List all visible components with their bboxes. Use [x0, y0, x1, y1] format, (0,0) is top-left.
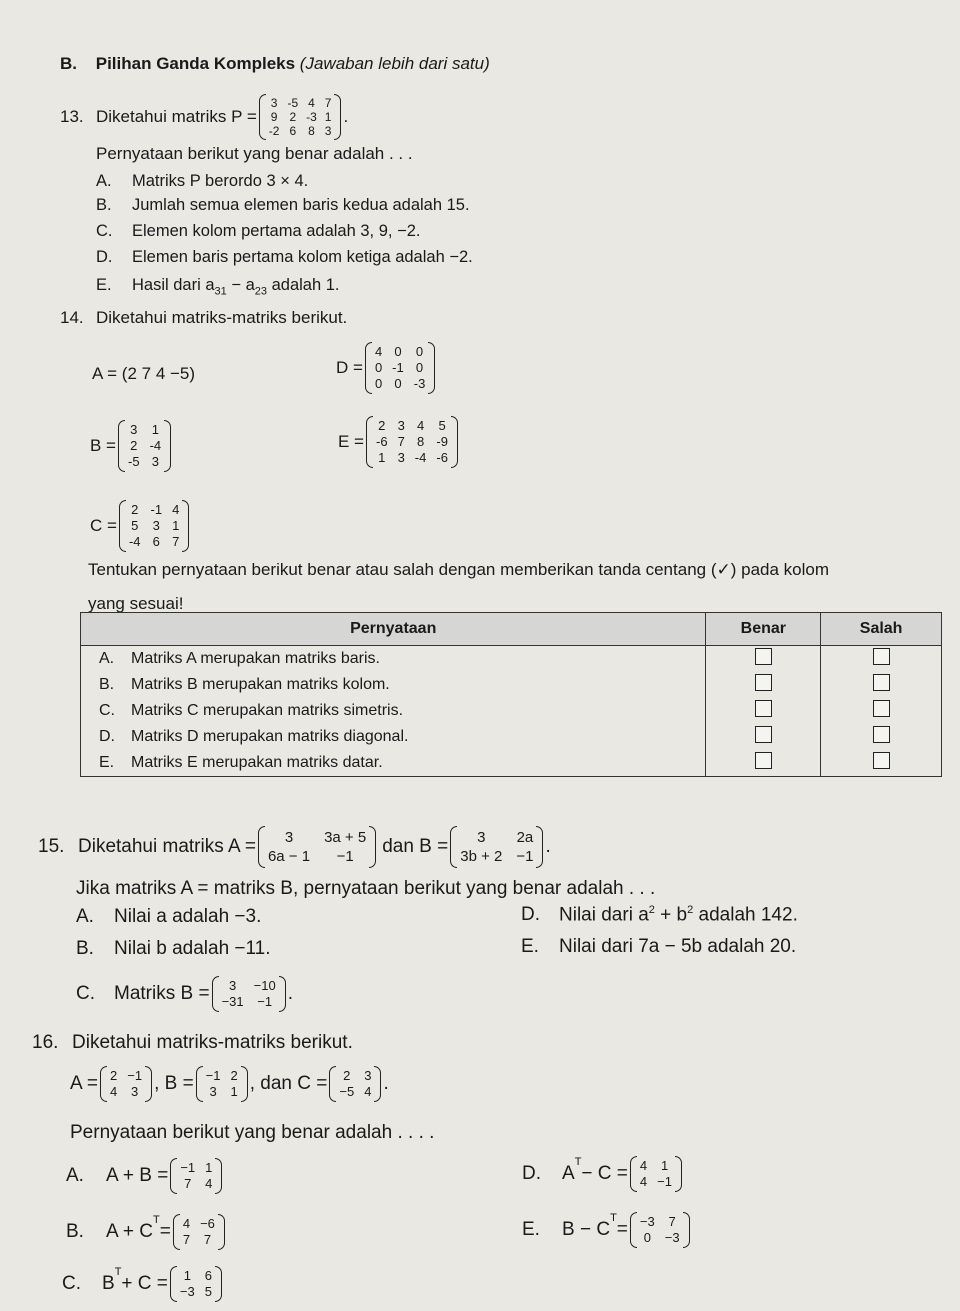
q15-matrix-A [258, 826, 376, 868]
matrix-cell: 3 [364, 1068, 372, 1083]
matrix-cell: 3 [152, 518, 160, 533]
matrix-cell: −1 [516, 848, 534, 865]
q15-option-c[interactable]: C. Matriks B = 3 −10 −31 −1 . [76, 976, 293, 1012]
matrix-cell: 4 [110, 1084, 118, 1099]
matrix-A-def: A = (2 7 4 −5) [92, 364, 196, 383]
q16-matrix-A [100, 1066, 152, 1102]
table-header [81, 613, 942, 646]
matrix-cell: −6 [200, 1216, 215, 1231]
matrix-C [119, 500, 189, 552]
matrix-cell: 7 [397, 434, 405, 449]
matrix-cell: 6a − 1 [267, 848, 311, 865]
q16-option-a[interactable]: A. A + B = −1 1 7 4 [66, 1158, 224, 1194]
matrix-cell: 7 [324, 96, 332, 110]
matrix-cell: −1 [257, 994, 273, 1009]
matrix-cell: -3 [306, 110, 317, 124]
matrix-cell: 4 [172, 502, 180, 517]
matrix-cell: 7 [182, 1232, 191, 1247]
checkbox-true-b[interactable] [755, 674, 772, 691]
matrix-cell: 3 [397, 450, 405, 465]
matrix-cell: 9 [270, 110, 278, 124]
matrix-cell: −1 [180, 1160, 196, 1175]
matrix-cell: 1 [151, 422, 159, 437]
matrix-cell: 3 [397, 418, 405, 433]
section-header [60, 54, 490, 74]
matrix-cell: -9 [436, 434, 448, 449]
matrix-cell: 3 [228, 978, 237, 993]
section-subtitle: (Jawaban lebih dari satu) [299, 54, 490, 73]
matrix-cell: 1 [183, 1268, 191, 1283]
q13-intro: Diketahui matriks P = [96, 107, 257, 126]
q16-matrix-B [196, 1066, 248, 1102]
matrix-cell: 4 [416, 418, 425, 433]
q16-option-a-matrix [170, 1158, 222, 1194]
q16-prompt: Pernyataan berikut yang benar adalah . . . . [70, 1122, 435, 1143]
matrix-cell: 8 [416, 434, 425, 449]
matrix-P [259, 94, 342, 140]
table-row: C. Matriks C merupakan matriks simetris. [81, 698, 942, 724]
matrix-B-def: B = 3 1 2 -4 -5 3 [90, 420, 173, 472]
matrix-cell: 2 [130, 438, 138, 453]
matrix-cell: 6 [204, 1268, 212, 1283]
matrix-cell: 2 [378, 418, 386, 433]
q16-option-e-matrix [630, 1212, 690, 1248]
q16-matrices: A = 2 −1 4 3 , B = −1 2 3 1 , dan C = 2 3 −5 4 . [70, 1066, 389, 1102]
q16-option-b-matrix [173, 1214, 225, 1250]
q13-option-b[interactable]: B. Jumlah semua elemen baris kedua adalah 15. [96, 196, 470, 214]
matrix-cell: 2 [230, 1068, 238, 1083]
q16-option-c-matrix [170, 1266, 222, 1302]
header-false: Salah [821, 613, 942, 646]
matrix-cell: 4 [205, 1176, 213, 1191]
matrix-cell: −5 [339, 1084, 355, 1099]
checkbox-false-c[interactable] [873, 700, 890, 717]
matrix-cell: -5 [287, 96, 299, 110]
q15-option-a[interactable]: A. Nilai a adalah −3. [76, 906, 262, 927]
matrix-cell: −1 [657, 1174, 672, 1189]
matrix-cell: 3 [151, 454, 159, 469]
header-statement: Pernyataan [81, 613, 706, 646]
matrix-cell: −3 [664, 1230, 680, 1245]
section-title: Pilihan Ganda Kompleks [95, 54, 296, 73]
table-row: A. Matriks A merupakan matriks baris. [81, 646, 942, 673]
matrix-cell: 1 [172, 518, 180, 533]
q13-option-d[interactable]: D. Elemen baris pertama kolom ketiga adalah −2. [96, 248, 473, 266]
q16-option-e[interactable]: E. B − C $^T$ = −3 7 0 −3 [522, 1212, 692, 1248]
matrix-cell: 5 [131, 518, 139, 533]
matrix-cell: 1 [660, 1158, 669, 1173]
q15-stem: 15. Diketahui matriks A = 3 3a + 5 6a − 1 −1 dan B = 3 2a 3b + 2 −1 . [38, 826, 551, 868]
matrix-cell: 3 [270, 96, 278, 110]
checkbox-true-d[interactable] [755, 726, 772, 743]
matrix-cell: −3 [639, 1214, 655, 1229]
matrix-cell: 3 [131, 1084, 139, 1099]
matrix-cell: 1 [378, 450, 386, 465]
matrix-cell: -2 [268, 124, 280, 138]
matrix-cell: 3 [130, 422, 138, 437]
matrix-cell: −3 [179, 1284, 195, 1299]
matrix-cell: -4 [128, 534, 141, 549]
table-row: E. Matriks E merupakan matriks datar. [81, 750, 942, 777]
matrix-cell: 2 [110, 1068, 118, 1083]
q15-matrix-B [450, 826, 543, 868]
q15-prompt: Jika matriks A = matriks B, pernyataan berikut yang benar adalah . . . [76, 878, 656, 899]
matrix-cell: 5 [438, 418, 446, 433]
checkbox-false-b[interactable] [873, 674, 890, 691]
matrix-cell: 0 [374, 376, 383, 391]
matrix-cell: −1 [205, 1068, 221, 1083]
q15-option-d[interactable]: D. Nilai dari $a^2 + b^2$ adalah 142. [521, 904, 798, 926]
matrix-cell: 3 [284, 829, 294, 846]
matrix-cell: -3 [413, 376, 426, 391]
matrix-E [366, 416, 458, 468]
matrix-cell: −1 [127, 1068, 143, 1083]
q16-stem: 16. Diketahui matriks-matriks berikut. [32, 1032, 353, 1053]
q15-option-c-matrix [212, 976, 286, 1012]
q14-instruction-2: yang sesuai! [88, 594, 184, 613]
matrix-cell: −10 [253, 978, 276, 993]
matrix-cell: -1 [392, 360, 404, 375]
q13-prompt: Pernyataan berikut yang benar adalah . . . [96, 144, 413, 163]
matrix-cell: 3b + 2 [460, 848, 503, 865]
matrix-cell: 0 [394, 344, 402, 359]
checkbox-false-a[interactable] [873, 648, 890, 665]
q16-option-d[interactable]: D. A $^T$ − C = 4 1 4 −1 [522, 1156, 684, 1192]
matrix-cell: −1 [336, 848, 354, 865]
q15-option-b[interactable]: B. Nilai b adalah −11. [76, 938, 271, 959]
matrix-cell: -1 [150, 502, 163, 517]
matrix-cell: 4 [374, 344, 383, 359]
q15-option-e[interactable]: E. Nilai dari 7a − 5b adalah 20. [521, 936, 797, 957]
matrix-D-def: D = 4 0 0 0 -1 0 0 0 -3 [336, 342, 437, 394]
checkbox-true-c[interactable] [755, 700, 772, 717]
q13-option-a[interactable]: A. Matriks P berordo 3 × 4. [96, 172, 309, 190]
matrix-cell: 0 [374, 360, 383, 375]
q13-option-c[interactable]: C. Elemen kolom pertama adalah 3, 9, −2. [96, 222, 421, 240]
q14-instruction-1: Tentukan pernyataan berikut benar atau salah dengan memberikan tanda centang (✓) pada kolom [88, 560, 830, 579]
q16-option-b[interactable]: B. A + C $^T$ = 4 −6 7 7 [66, 1214, 227, 1250]
matrix-cell: 0 [394, 376, 402, 391]
matrix-cell: 2 [289, 110, 297, 124]
q13-number: 13. [60, 107, 84, 126]
matrix-cell: 4 [639, 1158, 648, 1173]
matrix-cell: 1 [324, 110, 332, 124]
matrix-cell: 1 [205, 1160, 213, 1175]
matrix-cell: -6 [436, 450, 448, 465]
matrix-cell: 4 [364, 1084, 372, 1099]
matrix-C-def: C = 2 -1 4 5 3 1 -4 6 7 [90, 500, 191, 552]
q13-option-e[interactable]: E. Hasil dari $a_{31} - a_{23}$ adalah 1. [96, 276, 340, 298]
matrix-cell: -5 [128, 454, 140, 469]
matrix-B [118, 420, 171, 472]
true-false-table [80, 612, 942, 777]
matrix-E-def: E = 2 3 4 5 -6 7 8 -9 1 3 -4 -6 [338, 416, 460, 468]
matrix-cell: 0 [415, 344, 424, 359]
matrix-cell: 4 [639, 1174, 648, 1189]
q14-stem: 14. Diketahui matriks-matriks berikut. [60, 308, 348, 327]
q16-matrix-C [329, 1066, 381, 1102]
matrix-cell: 3a + 5 [324, 829, 367, 846]
matrix-cell: 1 [230, 1084, 238, 1099]
checkbox-true-a[interactable] [755, 648, 772, 665]
matrix-cell: -4 [149, 438, 162, 453]
table-row: D. Matriks D merupakan matriks diagonal. [81, 724, 942, 750]
matrix-cell: 0 [643, 1230, 651, 1245]
matrix-cell: 2 [131, 502, 139, 517]
matrix-cell: -6 [376, 434, 388, 449]
table-row: B. Matriks B merupakan matriks kolom. [81, 672, 942, 698]
matrix-cell: 3 [477, 829, 486, 846]
header-true: Benar [706, 613, 821, 646]
q16-option-d-matrix [630, 1156, 682, 1192]
matrix-cell: 7 [172, 534, 180, 549]
matrix-cell: -4 [414, 450, 427, 465]
matrix-cell: 6 [152, 534, 160, 549]
section-label: B. [60, 54, 77, 73]
matrix-cell: 5 [204, 1284, 212, 1299]
matrix-D [365, 342, 435, 394]
matrix-cell: 4 [308, 96, 315, 110]
matrix-cell: 3 [324, 124, 332, 138]
matrix-cell: 6 [289, 124, 297, 138]
matrix-cell: −31 [221, 994, 244, 1009]
checkbox-true-e[interactable] [755, 752, 772, 769]
checkbox-false-e[interactable] [873, 752, 890, 769]
matrix-cell: 7 [184, 1176, 192, 1191]
matrix-cell: 7 [668, 1214, 676, 1229]
matrix-cell: 2 [343, 1068, 351, 1083]
matrix-cell: 4 [182, 1216, 191, 1231]
matrix-cell: 7 [203, 1232, 212, 1247]
matrix-cell: 3 [209, 1084, 217, 1099]
matrix-cell: 2a [516, 829, 534, 846]
matrix-cell: 8 [308, 124, 315, 138]
matrix-cell: 0 [415, 360, 424, 375]
checkbox-false-d[interactable] [873, 726, 890, 743]
q13-stem: 13. Diketahui matriks P = 3 -5 4 7 9 2 -3 1 -2 6 8 3 . [60, 96, 349, 138]
q16-option-c[interactable]: C. B $^T$ + C = 1 6 −3 5 [62, 1266, 224, 1302]
